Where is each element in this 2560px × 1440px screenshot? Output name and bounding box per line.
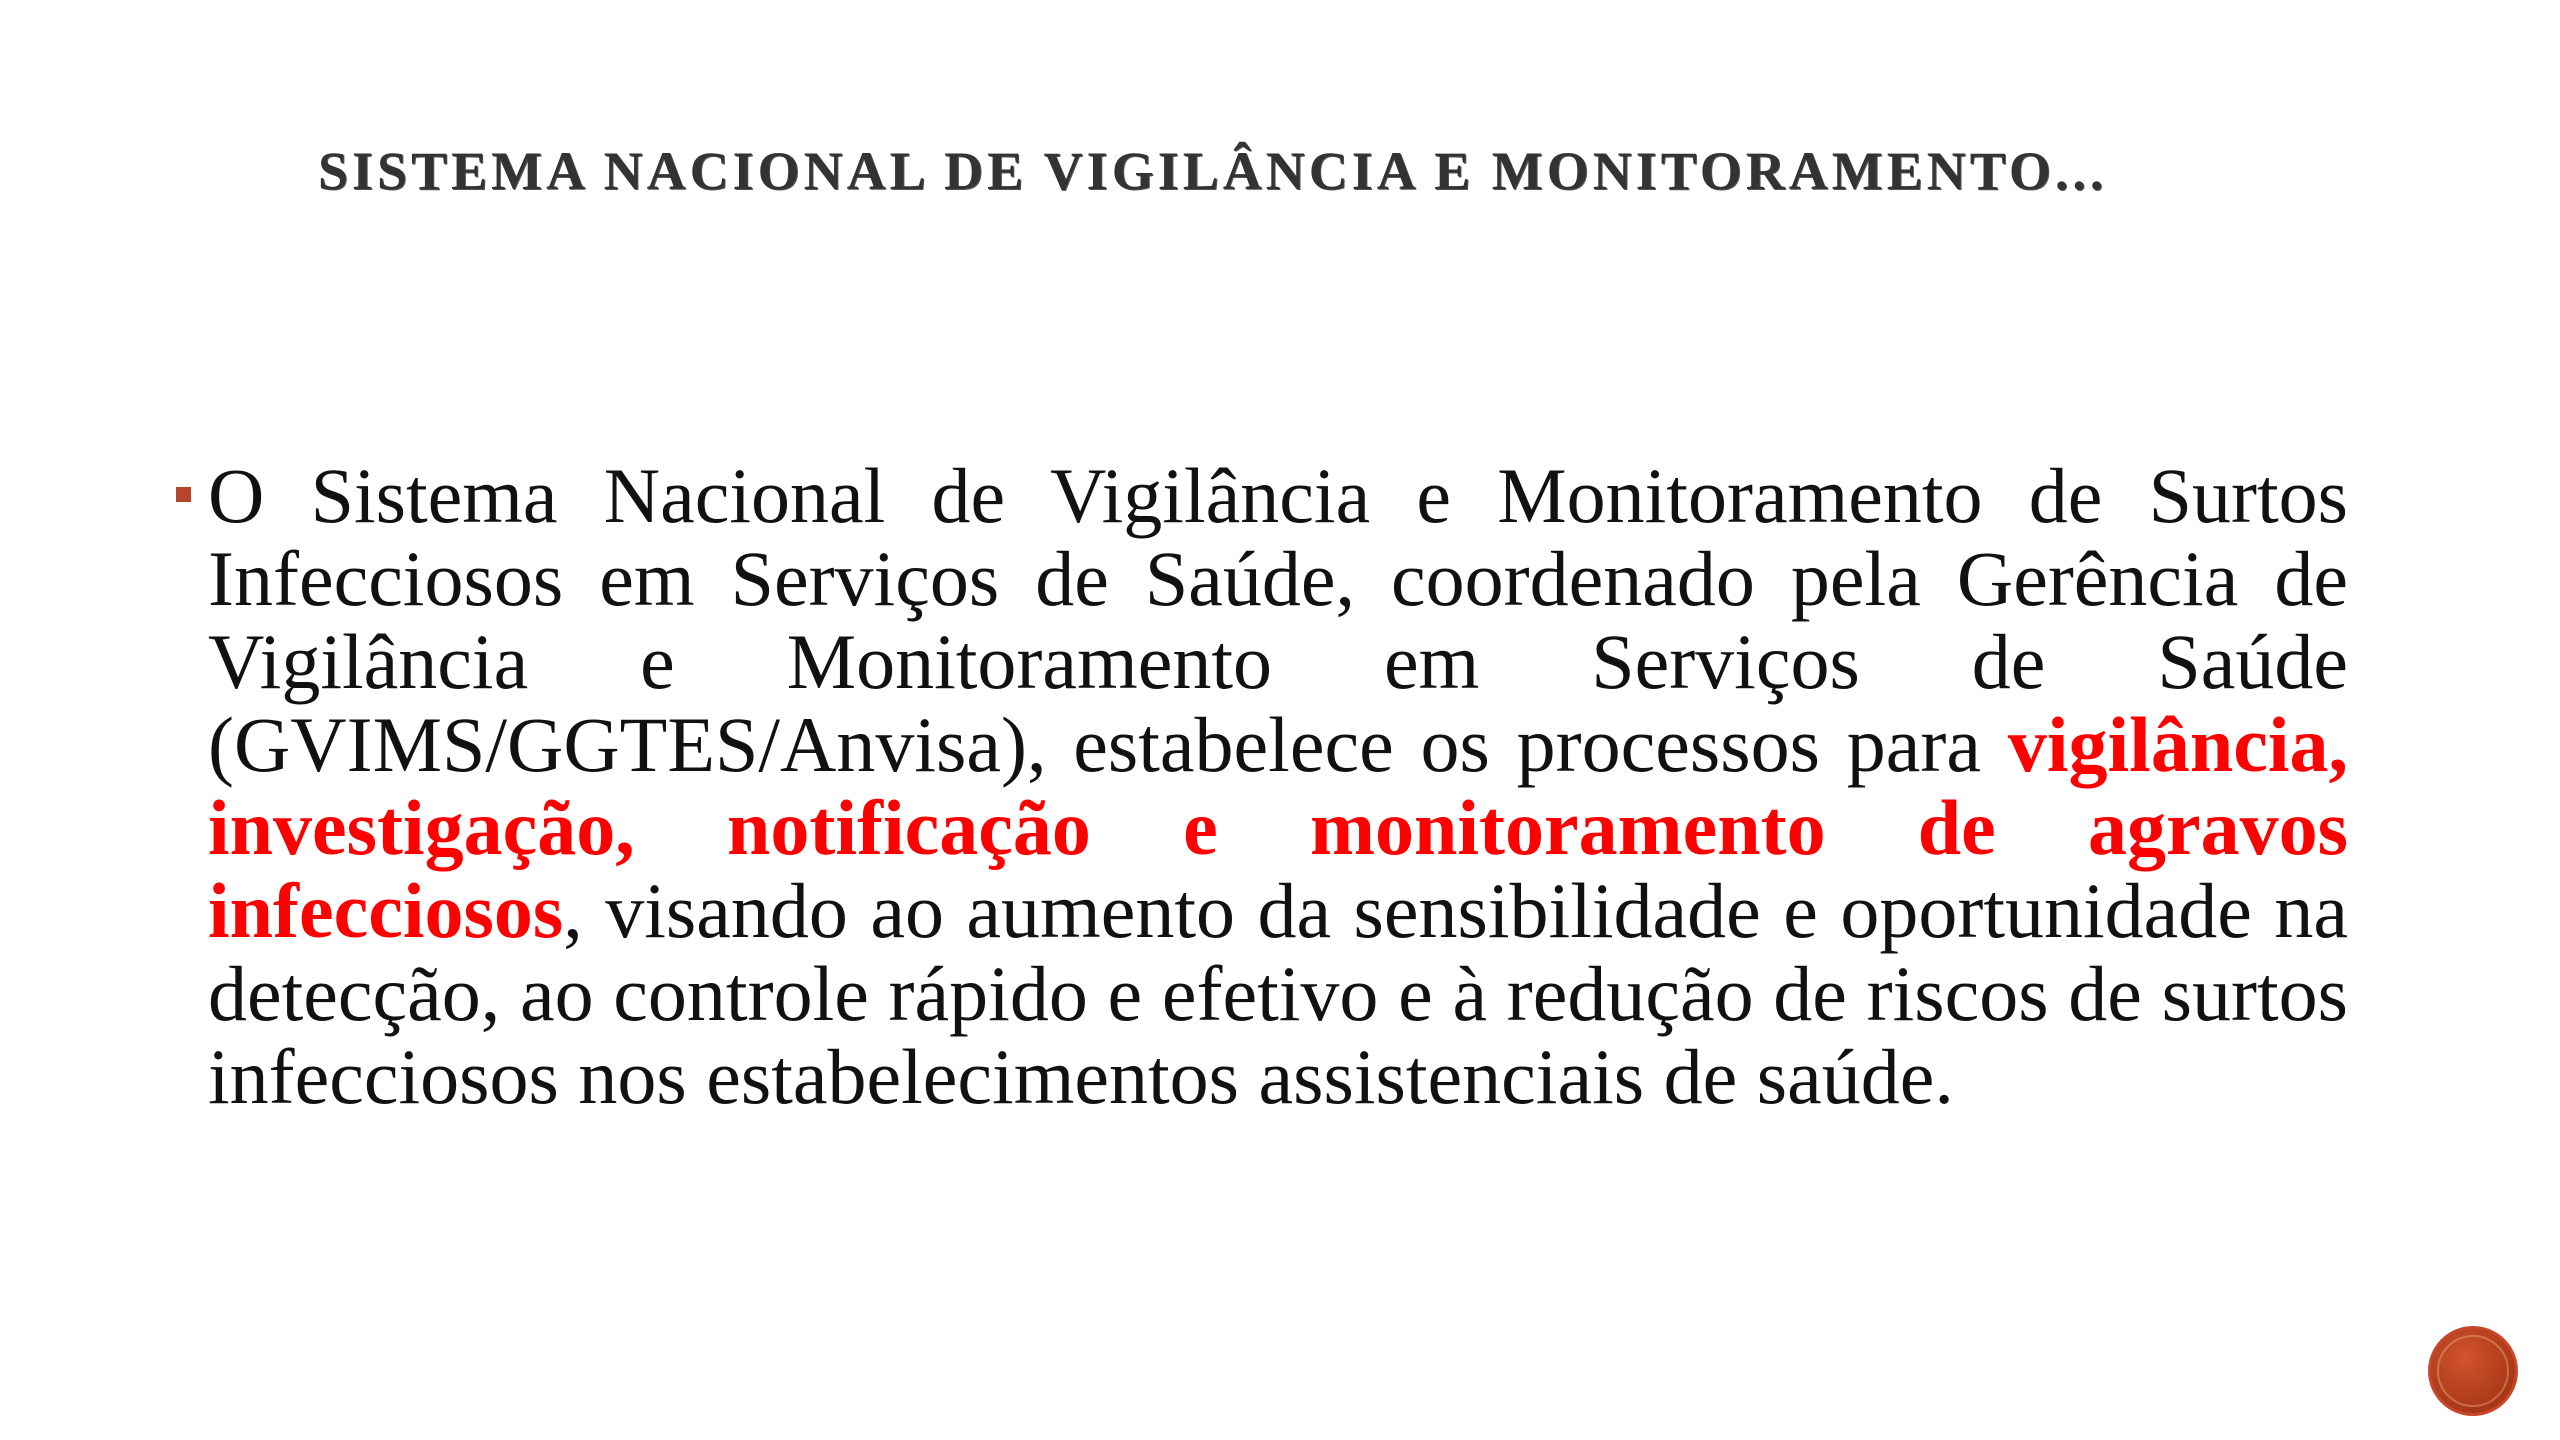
bullet-text-highlight: vigilância, investigação, notificação e monitoramento de agravos infecciosos [208, 701, 2348, 954]
bullet-item [168, 454, 2358, 1118]
square-bullet-icon [176, 487, 191, 502]
slide-title: SISTEMA NACIONAL DE VIGILÂNCIA E MONITORAMENTO... [318, 141, 2108, 201]
slide-number-badge [2428, 1326, 2518, 1416]
bullet-text [208, 454, 2348, 1118]
bullet-text-part1: O Sistema Nacional de Vigilância e Monitoramento de Surtos Infecciosos em Serviços de Saúde, coordenado pela Gerência de Vigilância e Monitoramento em Serviços de Saúde (GVIMS/GGTES/Anvisa), estabelece os processos para [208, 452, 2348, 788]
bullet-text-part2: , visando ao aumento da sensibilidade e oportunidade na detecção, ao controle rápido e efetivo e à redução de riscos de surtos infecciosos nos estabelecimentos assistenciais de saúde. [208, 867, 2348, 1120]
